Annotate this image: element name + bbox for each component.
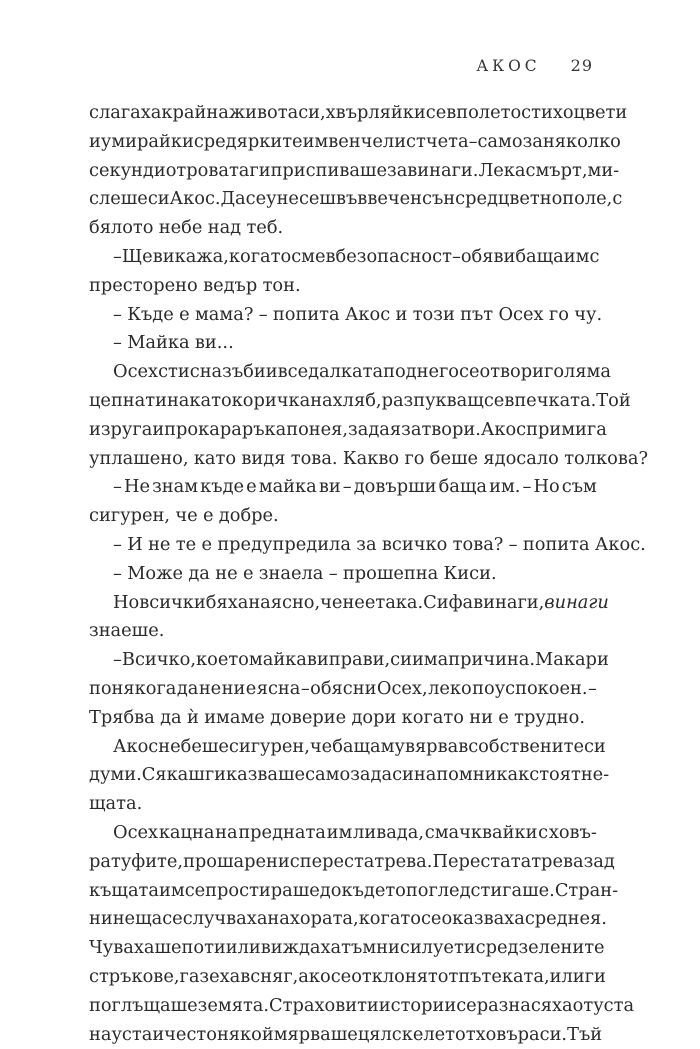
- text-line: на уста и често някой мярваше цял скелет от ховъра си. Тъй: [89, 1021, 597, 1049]
- text-line: – Може да не е знаела – прошепна Киси.: [89, 560, 597, 589]
- text-line: бялото небе над теб.: [89, 214, 597, 243]
- text-line: Чуваха шепоти или виждаха тъмни силуети сред зелените: [89, 934, 597, 963]
- text-line: секунди отровата ги приспиваше завинаги. Лека смърт, ми-: [89, 157, 597, 186]
- text-line: – Не знам къде е майка ви – довърши баща им. – Но съм: [89, 473, 597, 502]
- text-line: слеше си Акос. Да се унесеш във вечен сън сред цветно поле, с: [89, 185, 597, 214]
- text-line: – Всичко, което майка ви прави, си има причина. Макар и: [89, 646, 597, 675]
- text-line: сигурен, че е добре.: [89, 502, 597, 531]
- text-line: понякога да не ни е ясна – обясни Осех, леко поуспокоен. –: [89, 675, 597, 704]
- text-line: знаеше.: [89, 617, 597, 646]
- text-line: стръкове, газеха в сняг, ако се отклонят от пътеката, или ги: [89, 963, 597, 992]
- text-line: слагаха край на живота си, хвърляйки се в полето с тихоцвети: [89, 99, 597, 128]
- text-line: – И не те е предупредила за всичко това? – попита Акос.: [89, 531, 597, 560]
- text-line: престорено ведър тон.: [89, 272, 597, 301]
- text-line: щата.: [89, 790, 597, 819]
- text-line: и умирайки сред ярките им венчелистчета – само за няколко: [89, 128, 597, 157]
- text-line: Акос не беше сигурен, че баща му вярва в собствените си: [89, 733, 597, 762]
- page-number: 29: [571, 56, 593, 75]
- text-line: Осех стисна зъби и в седалката под него се отвори голяма: [89, 358, 597, 387]
- text-line: поглъщаше земята. Страховити истории се разнасяха от уста: [89, 992, 597, 1021]
- text-line: цепнатина като коричка на хляб, разпукващ се в печката. Той: [89, 387, 597, 416]
- text-line: уплашено, като видя това. Какво го беше ядосало толкова?: [89, 445, 597, 474]
- text-line: Осех кацна на предната им ливада, смачквайки с ховъ-: [89, 819, 597, 848]
- text-line: – Ще ви кажа, когато сме в безопасност – обяви баща им с: [89, 243, 597, 272]
- text-line: думи. Сякаш ги казваше само за да си напомни как стоят не-: [89, 761, 597, 790]
- text-line: къщата им се простираше докъдето поглед стигаше. Стран-: [89, 877, 597, 906]
- text-line: ни неща се случваха на хората, когато се оказваха сред нея.: [89, 905, 597, 934]
- text-line: Трябва да ѝ имаме доверие дори когато ни е трудно.: [89, 704, 597, 733]
- text-line: Но всички бяха наясно, че не е така. Сифа винаги, винаги: [89, 589, 597, 618]
- text-line: – Майка ви...: [89, 329, 597, 358]
- text-line: изруга и прокара ръка по нея, за да я затвори. Акос примига: [89, 416, 597, 445]
- chapter-title: АКОС: [476, 57, 540, 75]
- running-head: [476, 56, 593, 75]
- text-line: ра туфите, прошарени с переста трева. Перестата трева зад: [89, 848, 597, 877]
- text-line: – Къде е мама? – попита Акос и този път Осех го чу.: [89, 301, 597, 330]
- body-text: [89, 99, 597, 1049]
